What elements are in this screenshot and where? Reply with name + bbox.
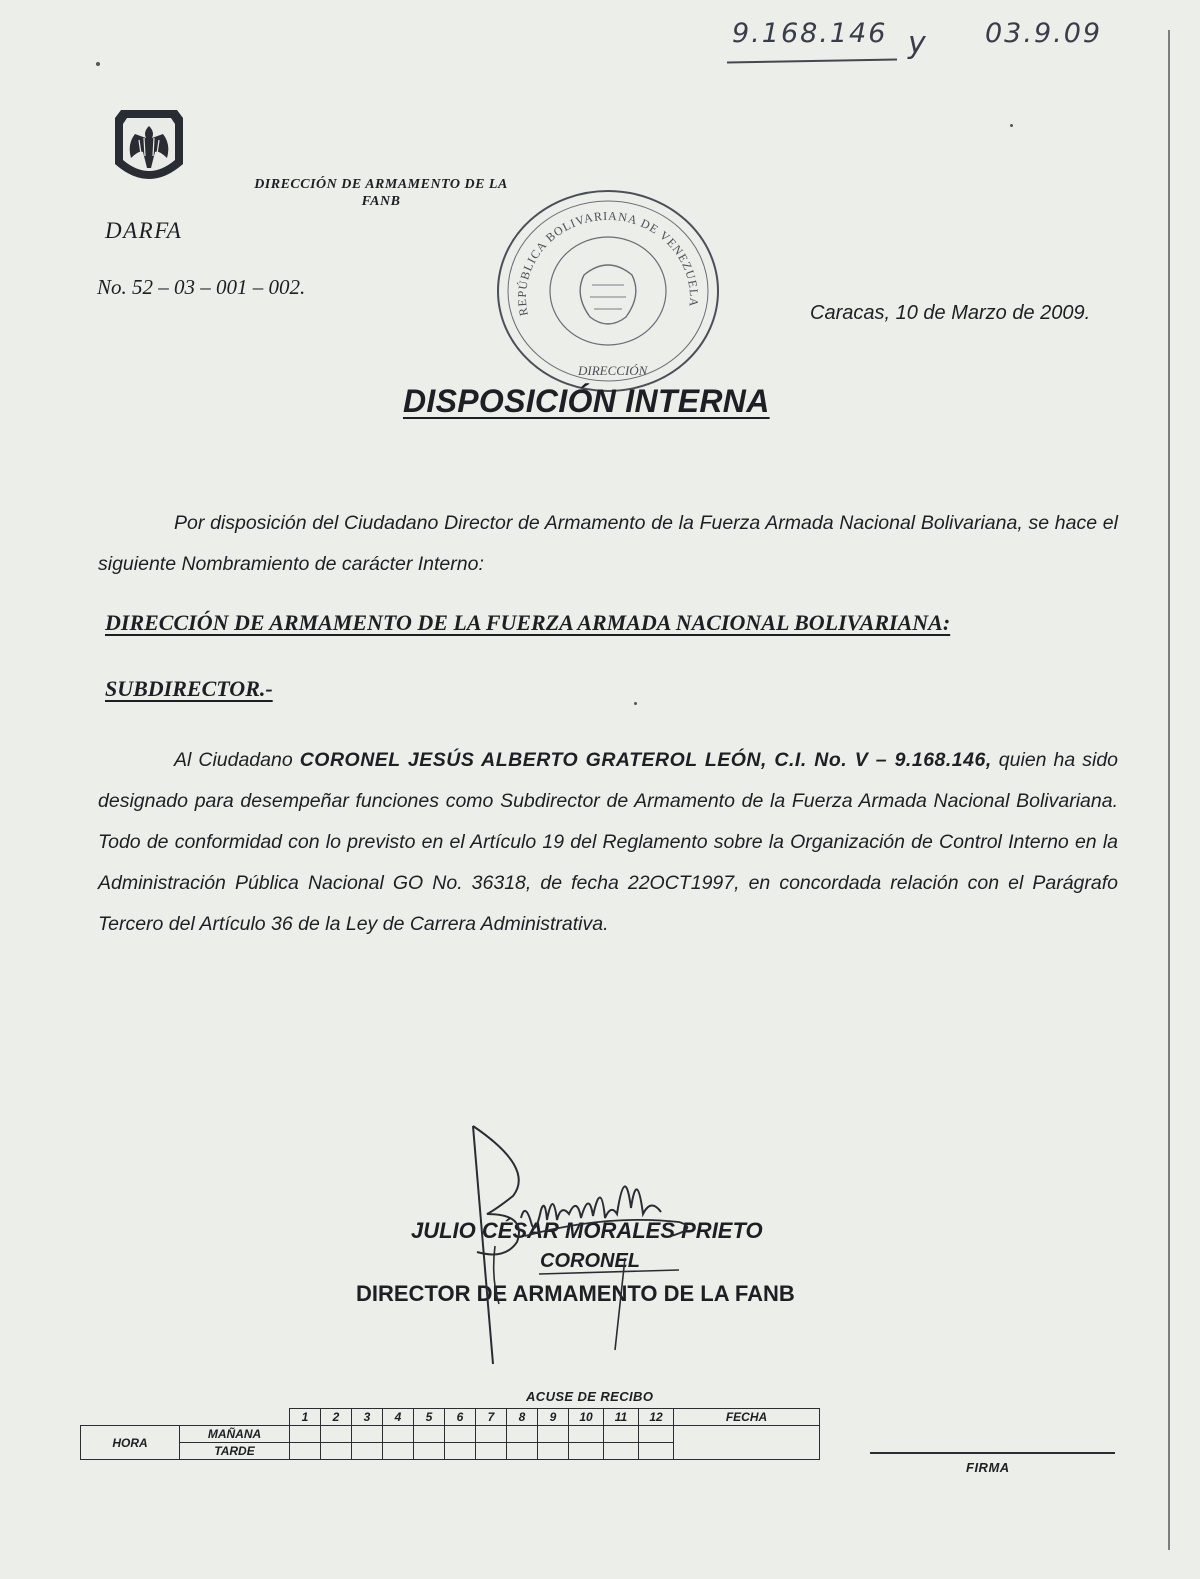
hour-5: 5 [414,1409,445,1426]
intro-paragraph [98,503,1118,585]
intro-paragraph-text: Por disposición del Ciudadano Director de Armamento de la Fuerza Armada Nacional Bolivariana, se hace el siguiente Nombramiento de carácter Interno: [98,512,1118,575]
receipt-label: ACUSE DE RECIBO [526,1389,654,1404]
receipt-cell [383,1426,414,1443]
receipt-cell [507,1426,538,1443]
hour-9: 9 [538,1409,569,1426]
organization-name: DIRECCIÓN DE ARMAMENTO DE LA FANB [254,177,508,209]
receipt-cell [414,1443,445,1460]
position-heading: SUBDIRECTOR.- [105,676,273,701]
handwritten-conjunction: y [908,26,928,61]
appointment-paragraph [98,740,1118,945]
organization-acronym: DARFA [105,218,183,243]
signatory-name: JULIO CÉSAR MORALES PRIETO [411,1218,763,1243]
receipt-table [80,1408,820,1460]
paper-speck [96,62,100,66]
receipt-cell [383,1443,414,1460]
receipt-cell [476,1443,507,1460]
receipt-cell [507,1443,538,1460]
receipt-cell [414,1426,445,1443]
signature-line [870,1452,1115,1454]
hour-1: 1 [290,1409,321,1426]
receipt-cell [476,1426,507,1443]
document-number: No. 52 – 03 – 001 – 002. [97,275,306,299]
receipt-cell [569,1426,604,1443]
appointment-body: quien ha sido designado para desempeñar funciones como Subdirector de Armamento de la Fuerza Armada Nacional Bolivariana. Todo de conformidad con lo previsto en el Artículo 19 del Reglamento sobre la Organización de Control Interno en la Administración Pública Nacional GO No. 36318, de fecha 22OCT1997, en concordada relación con el Parágrafo Tercero del Artículo 36 de la Ley de Carrera Administrativa. [98,749,1119,935]
receipt-cell [604,1443,639,1460]
receipt-cell [604,1426,639,1443]
svg-text:REPÚBLICA BOLIVARIANA DE VENEZ: REPÚBLICA BOLIVARIANA DE VENEZUELA [514,208,702,318]
handwritten-signature [465,1118,700,1368]
morning-label: MAÑANA [180,1426,290,1443]
eagle-crest-icon [113,104,185,190]
signatory-rank: CORONEL [540,1250,640,1272]
svg-text:DIRECCIÓN: DIRECCIÓN [578,363,648,378]
receipt-cell [321,1443,352,1460]
page-edge-line [1168,30,1170,1550]
handwritten-id-number: 9.168.146 [732,18,888,49]
receipt-cell [445,1443,476,1460]
signature-label: FIRMA [966,1460,1010,1475]
receipt-cell [538,1426,569,1443]
receipt-cell [352,1426,383,1443]
appointment-lead: Al Ciudadano [174,749,293,771]
receipt-cell [639,1426,674,1443]
paper-speck [634,702,637,705]
hour-10: 10 [569,1409,604,1426]
receipt-cell [639,1443,674,1460]
receipt-cell [290,1426,321,1443]
signatory-title: DIRECTOR DE ARMAMENTO DE LA FANB [356,1281,795,1306]
hour-2: 2 [321,1409,352,1426]
receipt-cell [321,1426,352,1443]
section-heading: DIRECCIÓN DE ARMAMENTO DE LA FUERZA ARMADA NACIONAL BOLIVARIANA: [105,610,951,635]
date-column-header: FECHA [674,1409,820,1426]
hour-row-label: HORA [81,1426,180,1460]
handwritten-date: 03.9.09 [985,18,1103,49]
document-title: DISPOSICIÓN INTERNA [403,383,770,419]
receipt-cell [445,1426,476,1443]
receipt-cell [569,1443,604,1460]
hour-6: 6 [445,1409,476,1426]
receipt-date-cell [674,1426,820,1460]
place-and-date: Caracas, 10 de Marzo de 2009. [810,302,1091,324]
hour-11: 11 [604,1409,639,1426]
official-seal-stamp [492,185,724,403]
hour-3: 3 [352,1409,383,1426]
receipt-cell [538,1443,569,1460]
appointee-name: CORONEL JESÚS ALBERTO GRATEROL LEÓN, C.I. No. V – 9.168.146, [299,749,992,771]
afternoon-label: TARDE [180,1443,290,1460]
hour-4: 4 [383,1409,414,1426]
hour-7: 7 [476,1409,507,1426]
hour-12: 12 [639,1409,674,1426]
receipt-cell [352,1443,383,1460]
hour-8: 8 [507,1409,538,1426]
receipt-cell [290,1443,321,1460]
handwritten-underline [727,59,897,64]
paper-speck [1010,124,1013,127]
